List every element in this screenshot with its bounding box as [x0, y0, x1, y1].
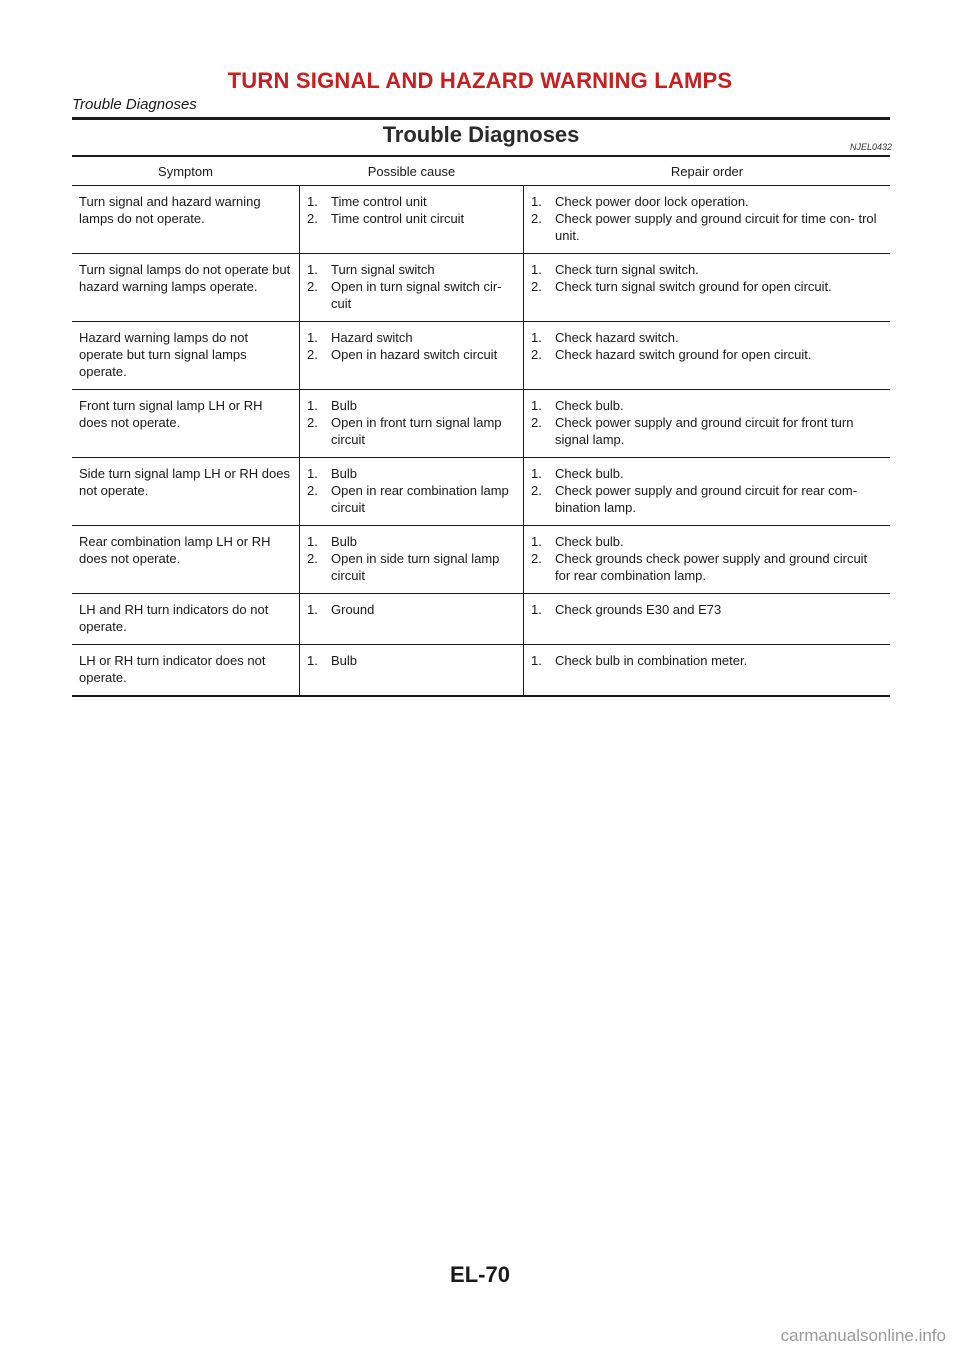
symptom-cell: Turn signal and hazard warning lamps do not operate.: [72, 186, 300, 254]
table-row: [72, 526, 890, 594]
table-row: [72, 390, 890, 458]
cause-item: [307, 261, 517, 278]
repair-item: [531, 550, 884, 584]
list-number: 2.: [307, 551, 318, 566]
table-row: [72, 594, 890, 645]
repair-order-cell: [524, 186, 891, 254]
list-number: 2.: [307, 347, 318, 362]
symptom-cell: Side turn signal lamp LH or RH does not operate.: [72, 458, 300, 526]
symptom-cell: LH or RH turn indicator does not operate.: [72, 645, 300, 697]
repair-order-cell: [524, 458, 891, 526]
symptom-cell: Turn signal lamps do not operate but hazard warning lamps operate.: [72, 254, 300, 322]
repair-item-text: Check turn signal switch ground for open circuit.: [555, 279, 832, 294]
cause-item-text: Time control unit: [331, 194, 427, 209]
repair-item: [531, 397, 884, 414]
list-number: 1.: [307, 466, 318, 481]
cause-item-text: Open in front turn signal lamp circuit: [331, 415, 502, 447]
repair-item-text: Check bulb.: [555, 398, 624, 413]
repair-item-text: Check power supply and ground circuit for rear com- bination lamp.: [555, 483, 858, 515]
table-row: [72, 645, 890, 697]
cause-item-text: Turn signal switch: [331, 262, 435, 277]
list-number: 1.: [307, 653, 318, 668]
list-number: 1.: [307, 262, 318, 277]
cause-item-text: Hazard switch: [331, 330, 413, 345]
repair-item-text: Check power supply and ground circuit for front turn signal lamp.: [555, 415, 854, 447]
cause-item-text: Bulb: [331, 398, 358, 413]
repair-item-text: Check power door lock operation.: [555, 194, 749, 209]
repair-item: [531, 329, 884, 346]
list-number: 1.: [531, 534, 542, 549]
repair-item-text: Check power supply and ground circuit for time con- trol unit.: [555, 211, 877, 243]
list-number: 1.: [307, 194, 318, 209]
repair-order-cell: [524, 322, 891, 390]
repair-item-text: Check hazard switch ground for open circuit.: [555, 347, 812, 362]
list-number: 2.: [531, 483, 542, 498]
list-number: 1.: [307, 602, 318, 617]
list-number: 1.: [531, 330, 542, 345]
cause-item: [307, 329, 517, 346]
repair-item: [531, 465, 884, 482]
cause-item: [307, 652, 517, 669]
cause-item: [307, 346, 517, 363]
cause-item: [307, 193, 517, 210]
list-number: 2.: [531, 347, 542, 362]
running-header-title: TURN SIGNAL AND HAZARD WARNING LAMPS: [227, 68, 733, 93]
symptom-cell: LH and RH turn indicators do not operate.: [72, 594, 300, 645]
possible-cause-cell: [300, 458, 524, 526]
list-number: 1.: [531, 653, 542, 668]
symptom-cell: Hazard warning lamps do not operate but turn signal lamps operate.: [72, 322, 300, 390]
cause-item: [307, 278, 517, 312]
section-reference-code: NJEL0432: [849, 142, 892, 152]
repair-item: [531, 533, 884, 550]
table-row: [72, 322, 890, 390]
possible-cause-cell: [300, 645, 524, 697]
repair-item: [531, 210, 884, 244]
cause-item-text: Open in side turn signal lamp circuit: [331, 551, 500, 583]
list-number: 1.: [531, 194, 542, 209]
cause-item: [307, 210, 517, 227]
repair-order-cell: [524, 254, 891, 322]
repair-item: [531, 482, 884, 516]
cause-item: [307, 601, 517, 618]
cause-item: [307, 397, 517, 414]
table-body: [72, 186, 890, 697]
table-row: [72, 186, 890, 254]
cause-item-text: Time control unit circuit: [331, 211, 465, 226]
list-number: 1.: [307, 398, 318, 413]
list-number: 1.: [531, 602, 542, 617]
list-number: 2.: [531, 415, 542, 430]
repair-item: [531, 414, 884, 448]
repair-item: [531, 346, 884, 363]
list-number: 1.: [531, 398, 542, 413]
cause-item-text: Ground: [331, 602, 375, 617]
cause-item-text: Bulb: [331, 534, 358, 549]
possible-cause-cell: [300, 390, 524, 458]
symptom-cell: Front turn signal lamp LH or RH does not operate.: [72, 390, 300, 458]
table-header-row: [72, 157, 890, 186]
page-number: EL-70: [450, 1262, 510, 1287]
list-number: 2.: [307, 415, 318, 430]
repair-item: [531, 193, 884, 210]
possible-cause-cell: [300, 254, 524, 322]
list-number: 1.: [531, 262, 542, 277]
possible-cause-cell: [300, 186, 524, 254]
list-number: 2.: [531, 211, 542, 226]
repair-order-cell: [524, 645, 891, 697]
cause-item: [307, 550, 517, 584]
list-number: 2.: [307, 279, 318, 294]
cause-item: [307, 482, 517, 516]
repair-item-text: Check grounds check power supply and ground circuit for rear combination lamp.: [555, 551, 868, 583]
list-number: 1.: [307, 534, 318, 549]
column-header-repair-order: Repair order: [524, 157, 891, 186]
repair-item-text: Check hazard switch.: [555, 330, 679, 345]
list-number: 2.: [307, 483, 318, 498]
watermark-text: carmanualsonline.info: [780, 1326, 946, 1345]
possible-cause-cell: [300, 322, 524, 390]
cause-item-text: Bulb: [331, 466, 358, 481]
list-number: 2.: [531, 279, 542, 294]
list-number: 2.: [307, 211, 318, 226]
cause-item-text: Open in rear combination lamp circuit: [331, 483, 509, 515]
cause-item: [307, 465, 517, 482]
repair-item-text: Check bulb.: [555, 466, 624, 481]
running-header-subtitle: Trouble Diagnoses: [72, 96, 197, 113]
header-divider: [72, 117, 890, 120]
repair-item-text: Check bulb.: [555, 534, 624, 549]
column-header-possible-cause: Possible cause: [300, 157, 524, 186]
list-number: 1.: [531, 466, 542, 481]
cause-item-text: Open in turn signal switch cir- cuit: [331, 279, 502, 311]
column-header-symptom: Symptom: [72, 157, 300, 186]
list-number: 1.: [307, 330, 318, 345]
table-row: [72, 458, 890, 526]
cause-item: [307, 533, 517, 550]
table-row: [72, 254, 890, 322]
repair-order-cell: [524, 594, 891, 645]
cause-item-text: Bulb: [331, 653, 358, 668]
possible-cause-cell: [300, 594, 524, 645]
repair-item-text: Check turn signal switch.: [555, 262, 699, 277]
repair-item: [531, 652, 884, 669]
cause-item: [307, 414, 517, 448]
section-title: Trouble Diagnoses: [382, 122, 580, 147]
repair-order-cell: [524, 526, 891, 594]
repair-item: [531, 278, 884, 295]
trouble-diagnoses-table: [72, 157, 890, 697]
repair-order-cell: [524, 390, 891, 458]
cause-item-text: Open in hazard switch circuit: [331, 347, 498, 362]
repair-item: [531, 261, 884, 278]
symptom-cell: Rear combination lamp LH or RH does not operate.: [72, 526, 300, 594]
repair-item-text: Check grounds E30 and E73: [555, 602, 722, 617]
repair-item: [531, 601, 884, 618]
repair-item-text: Check bulb in combination meter.: [555, 653, 748, 668]
possible-cause-cell: [300, 526, 524, 594]
list-number: 2.: [531, 551, 542, 566]
